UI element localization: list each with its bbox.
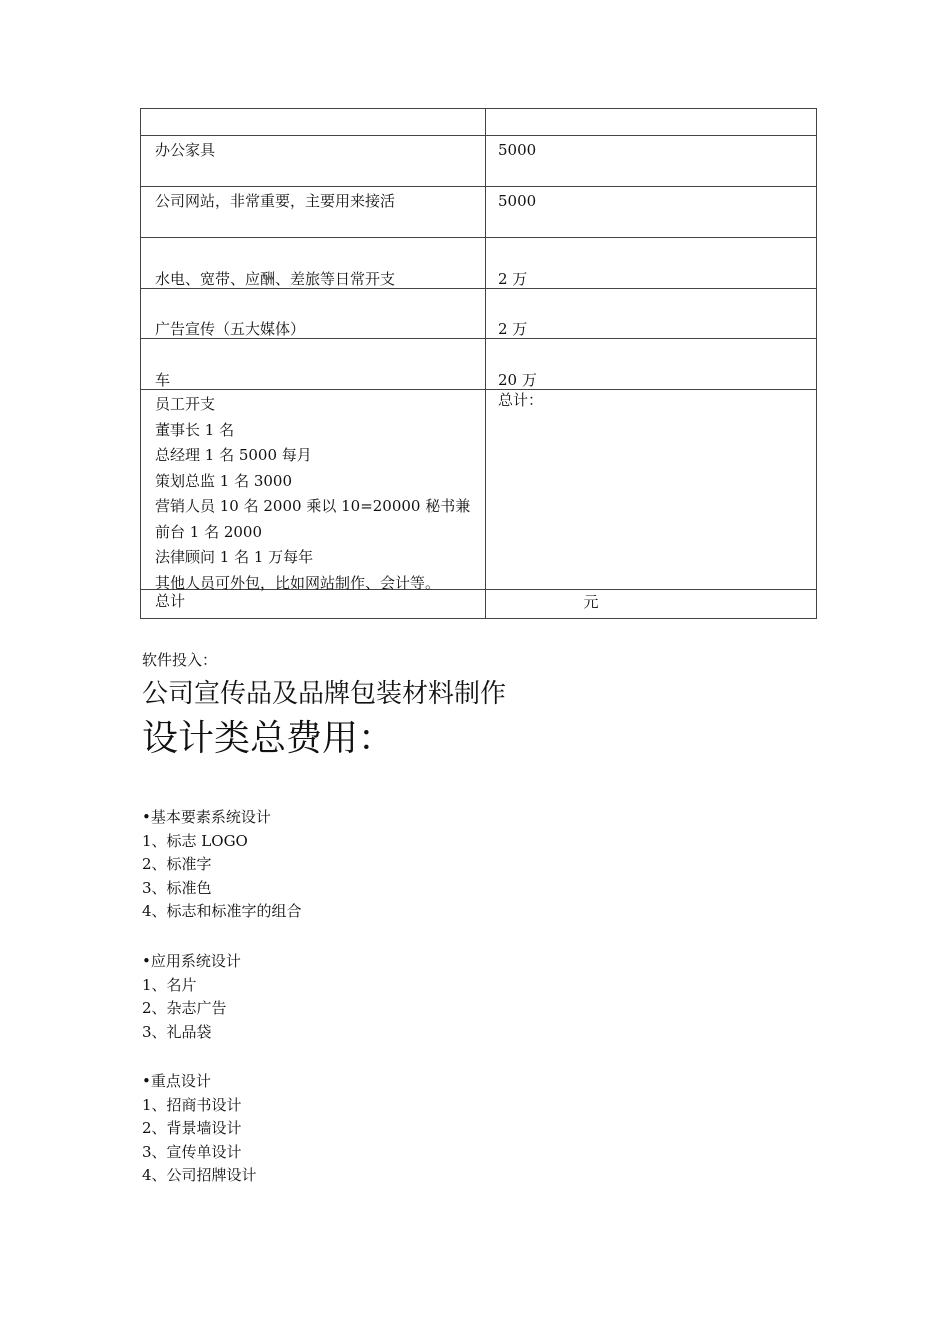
design-title: 设计类总费用： [142,718,395,759]
list-item: 1、名片 [142,975,197,994]
item-cell: 水电、宽带、应酬、差旅等日常开支 [141,238,486,288]
list-item: 2、背景墙设计 [142,1119,242,1137]
staff-list [155,392,481,596]
amount-cell: 2 万 [498,320,528,338]
amount-cell [486,109,816,135]
total-row [141,589,816,618]
item-cell: 车 [141,339,486,389]
list-item: 2、标准字 [142,855,212,873]
staff-line: 营销人员 10 名 2000 乘以 10=20000 秘书兼 [155,497,471,515]
total-value-cell [486,590,816,618]
amount-cell: 2 万 [498,270,528,288]
section-heading: •基本要素系统设计 [142,808,271,826]
amount-cell: 20 万 [498,371,537,389]
total-label-cell [141,590,486,618]
list-item: 1、标志 LOGO [142,831,248,850]
list-item: 4、公司招牌设计 [142,1166,257,1184]
total-label: 总计 [155,592,186,610]
table-row [141,288,816,338]
software-heading: 软件投入： [142,651,218,669]
total-unit: 元 [583,593,599,611]
table-row [141,237,816,288]
staff-row [141,389,816,592]
section-basic [142,806,302,924]
list-item: 3、礼品袋 [142,1022,212,1041]
staff-line: 总经理 1 名 5000 每月 [155,446,312,464]
staff-line: 董事长 1 名 [155,420,235,439]
staff-line: 前台 1 名 2000 [155,522,263,541]
list-item: 3、标准色 [142,878,212,897]
list-item: 1、招商书设计 [142,1095,242,1114]
table-row [141,338,816,389]
subtotal-cell [486,390,816,589]
item-cell: 广告宣传（五大媒体） [141,289,486,338]
staff-line: 法律顾问 1 名 1 万每年 [155,548,314,566]
subtitle: 公司宣传品及品牌包装材料制作 [142,679,507,709]
item-cell [141,109,486,135]
staff-cell [141,390,486,592]
list-item: 3、宣传单设计 [142,1142,242,1161]
subtotal-label: 总计： [498,391,544,409]
table-row [141,135,816,186]
section-application [142,950,241,1044]
item-cell: 办公家具 [141,136,486,186]
staff-line: 策划总监 1 名 3000 [155,471,293,490]
section-heading: •重点设计 [142,1072,211,1090]
staff-line: 员工开支 [155,395,216,413]
list-item: 2、杂志广告 [142,999,227,1017]
list-item: 4、标志和标准字的组合 [142,902,302,920]
staff-line: 其他人员可外包，比如网站制作、会计等。 [155,573,441,592]
budget-table [140,108,817,619]
amount-cell: 5000 [498,141,537,159]
amount-cell: 5000 [498,192,537,210]
table-row [141,186,816,237]
table-row [141,109,816,135]
section-heading: •应用系统设计 [142,952,241,970]
item-cell: 公司网站，非常重要，主要用来接活 [141,187,486,237]
section-key [142,1070,257,1188]
